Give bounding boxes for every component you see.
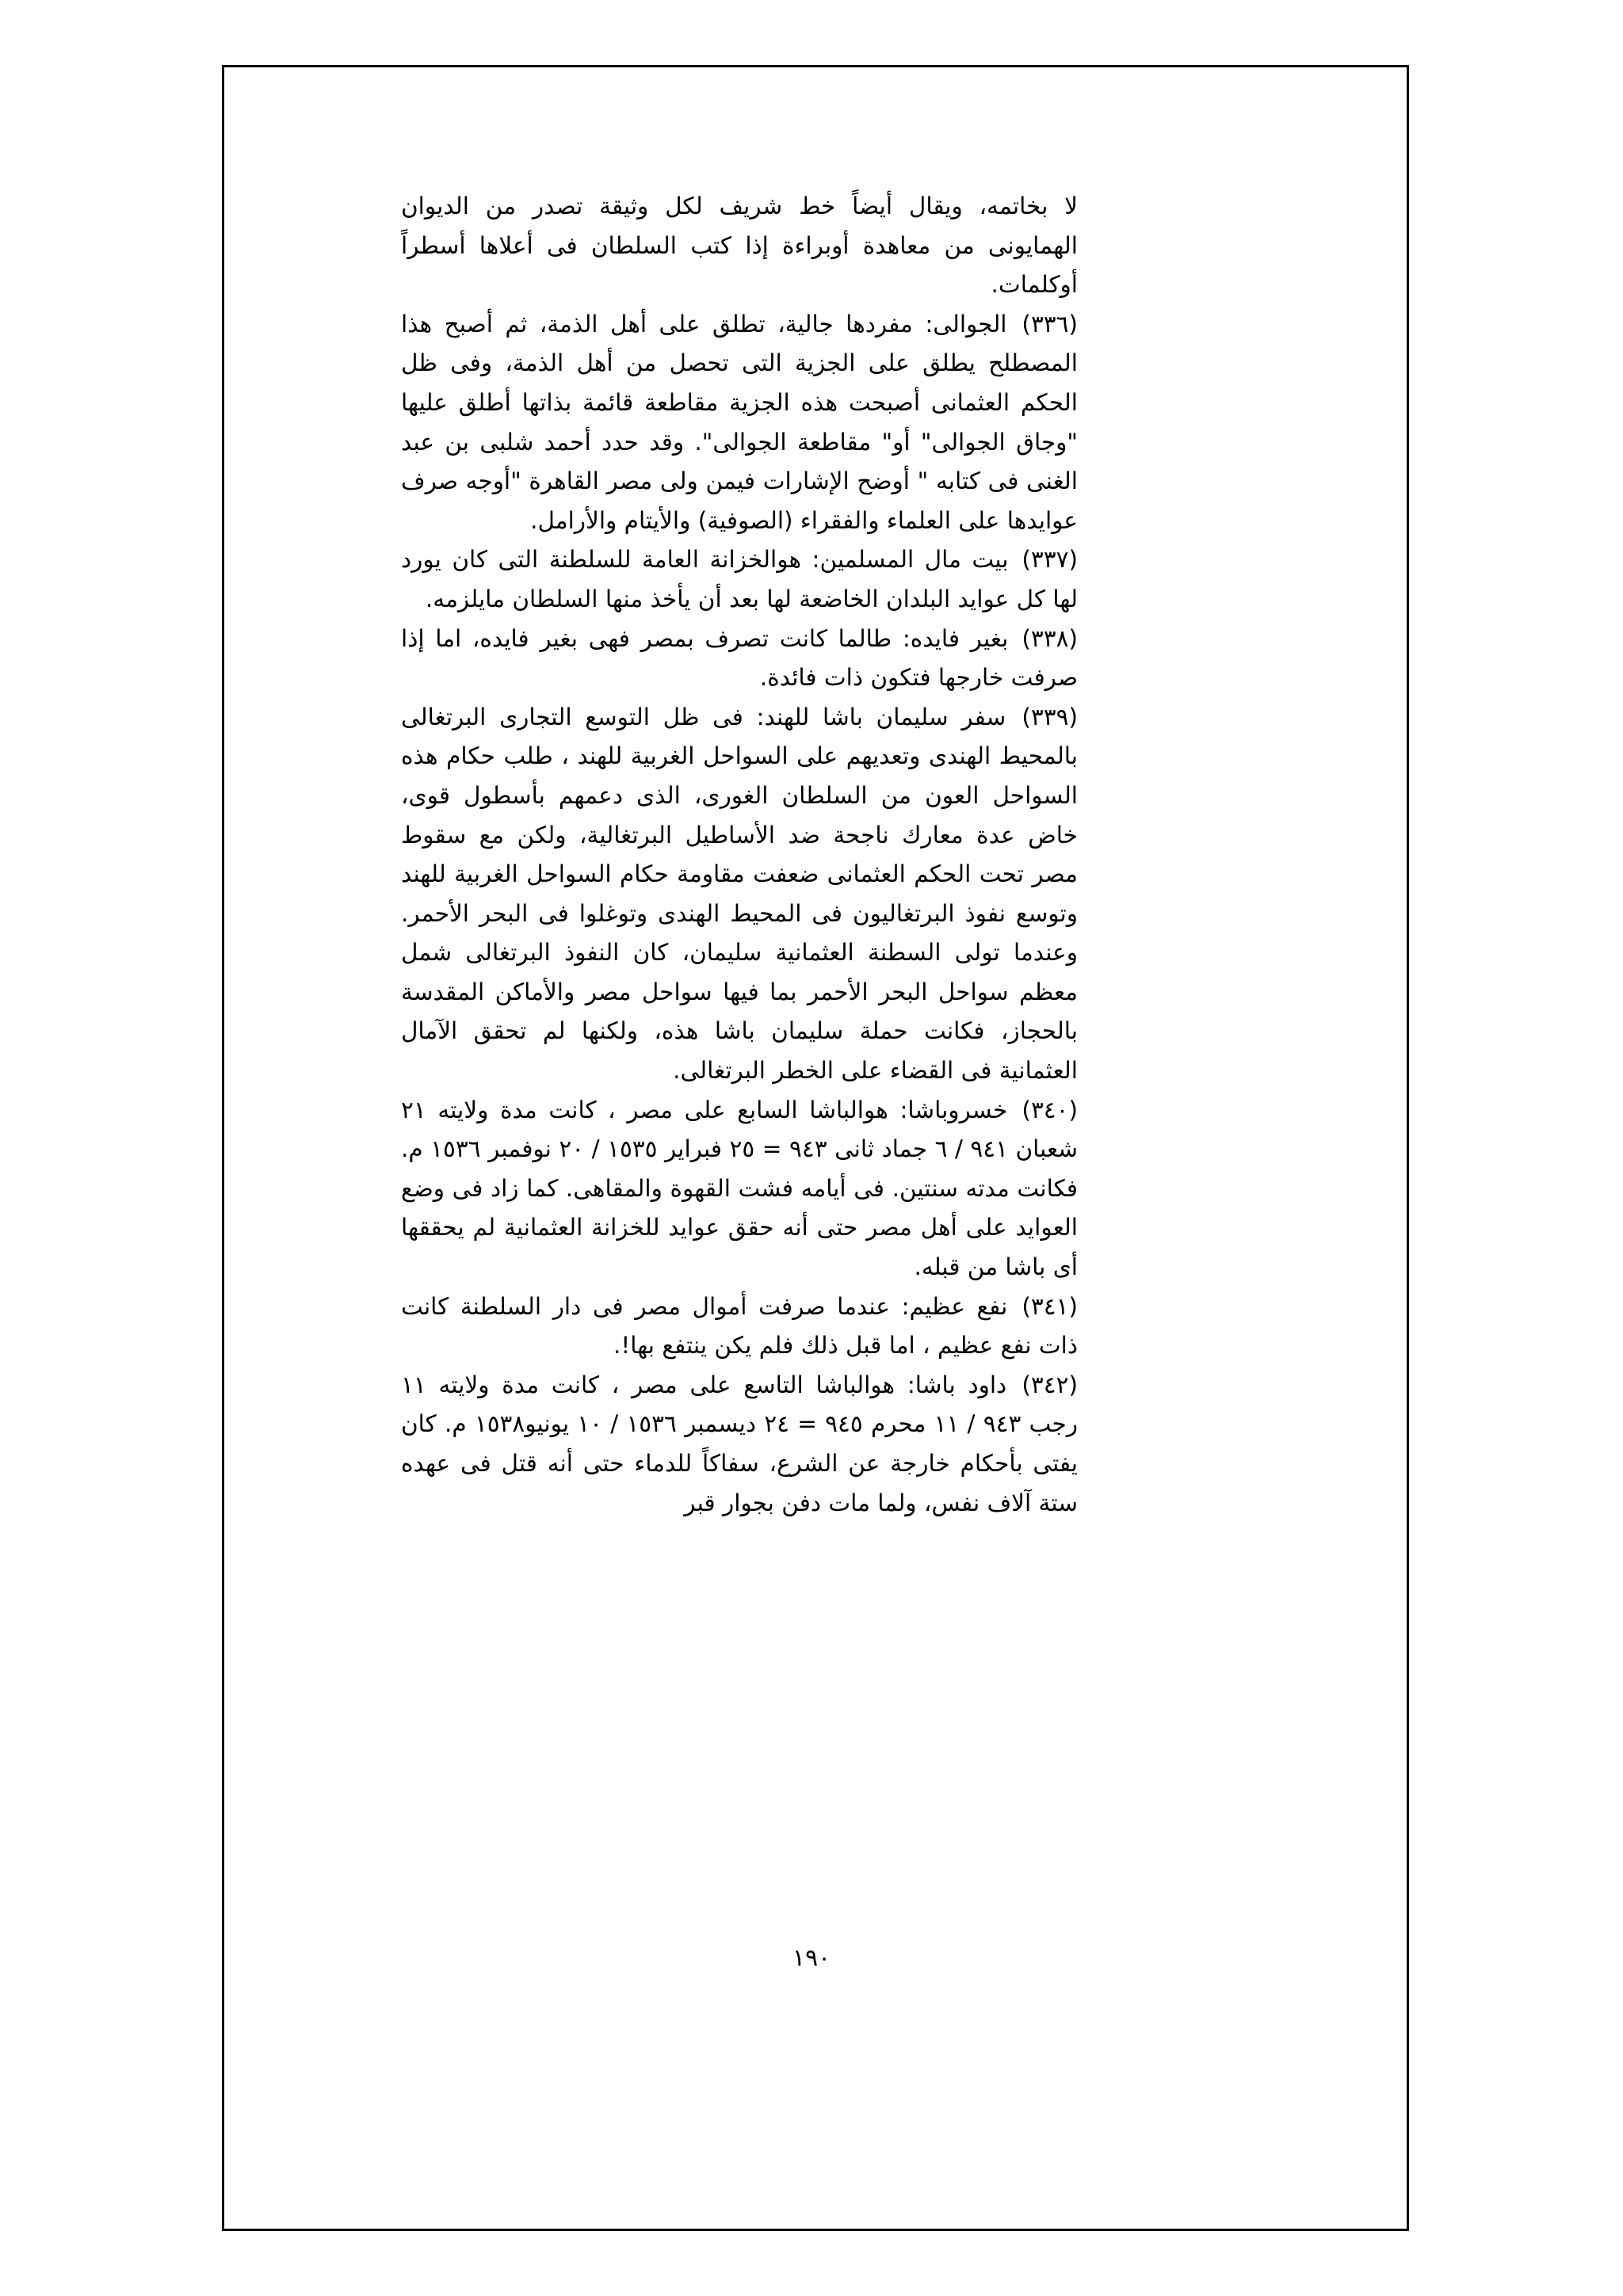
footnote-term: داود باشا: bbox=[907, 1371, 1007, 1398]
footnote-term: نفع عظيم: bbox=[901, 1292, 1008, 1320]
footnote-text: هوالباشا التاسع على مصر ، كانت مدة ولايته ١١ رجب ٩٤٣ / ١١ محرم ٩٤٥ = ٢٤ ديسمبر ١٥٣٦ / ١٠ يونيو١٥٣٨ م. كان يفتى بأحكام خارجة عن الشرع، سفاكاً للدماء حتى أنه قتل فى عهده ستة آلاف نفس، ولما مات دفن بجوار قبر bbox=[401, 1371, 1079, 1516]
footnote-text: مفردها جالية، تطلق على أهل الذمة، ثم أصبح هذا المصطلح يطلق على الجزية التى تحصل من أهل الذمة، وفى ظل الحكم العثمانى أصبحت هذه الجزية مقاطعة قائمة بذاتها أطلق عليها "وجاق الجوالى" أو" مقاطعة الجوالى". وقد حدد أحمد شلبى بن عبد الغنى فى كتابه " أوضح الإشارات فيمن ولى مصر القاهرة "أوجه صرف عوايدها على العلماء والفقراء (الصوفية) والأيتام والأرامل. bbox=[401, 310, 1078, 534]
footnote-term: خسروباشا: bbox=[899, 1096, 1008, 1123]
footnote-text: هوالخزانة العامة للسلطنة التى كان يورد لها كل عوايد البلدان الخاضعة لها بعد أن يأخذ منها السلطان مايلزمه. bbox=[401, 546, 1078, 612]
footnote-number: (٣٣٧) bbox=[1022, 546, 1078, 574]
footnote-number: (٣٣٨) bbox=[1022, 624, 1078, 652]
footnote-term: سفر سليمان باشا للهند: bbox=[756, 703, 1006, 730]
footnote-336 bbox=[401, 305, 1078, 541]
footnote-number: (٣٤٢) bbox=[1022, 1371, 1078, 1398]
footnote-text: طالما كانت تصرف بمصر فهى بغير فايده، اما إذا صرفت خارجها فتكون ذات فائدة. bbox=[401, 624, 1078, 692]
page-body bbox=[401, 187, 1078, 1523]
footnote-term: بغير فايده: bbox=[902, 624, 1009, 652]
footnote-text: عندما صرفت أموال مصر فى دار السلطنة كانت ذات نفع عظيم ، اما قبل ذلك فلم يكن ينتفع بها!. bbox=[401, 1292, 1078, 1360]
footnote-term: بيت مال المسلمين: bbox=[812, 546, 1009, 574]
footnote-number: (٣٤١) bbox=[1022, 1292, 1078, 1320]
footnote-339 bbox=[401, 698, 1078, 1091]
footnote-340 bbox=[401, 1091, 1078, 1287]
intro-paragraph: لا بخاتمه، ويقال أيضاً خط شريف لكل وثيقة تصدر من الديوان الهمايونى من معاهدة أوبراءة إذا كتب السلطان فى أعلاها أسطراً أوكلمات. bbox=[401, 193, 1078, 299]
footnote-term: الجوالى: bbox=[925, 310, 1007, 338]
footnote-341 bbox=[401, 1287, 1078, 1366]
footnote-number: (٣٣٩) bbox=[1022, 703, 1078, 730]
footnote-text: فى ظل التوسع التجارى البرتغالى بالمحيط الهندى وتعديهم على السواحل الغربية للهند ، طلب حكام هذه السواحل العون من السلطان الغورى، الذى دعمهم بأسطول قوى، خاض عدة معارك ناجحة ضد الأساطيل البرتغالية، ولكن مع سقوط مصر تحت الحكم العثمانى ضعفت مقاومة حكام السواحل الغربية للهند وتوسع نفوذ البرتغاليون فى المحيط الهندى وتوغلوا فى البحر الأحمر. وعندما تولى السطنة العثمانية سليمان، كان النفوذ البرتغالى شمل معظم سواحل البحر الأحمر بما فيها سواحل مصر والأماكن المقدسة بالحجاز، فكانت حملة سليمان باشا هذه، ولكنها لم تحقق الآمال العثمانية فى القضاء على الخطر البرتغالى. bbox=[401, 703, 1078, 1085]
footnote-338 bbox=[401, 620, 1078, 698]
page-number: ١٩٠ bbox=[792, 1944, 831, 1972]
footnote-number: (٣٤٠) bbox=[1022, 1096, 1078, 1123]
footnote-number: (٣٣٦) bbox=[1022, 310, 1078, 338]
footnote-342 bbox=[401, 1366, 1078, 1523]
footnote-text: هوالباشا السابع على مصر ، كانت مدة ولايته ٢١ شعبان ٩٤١ / ٦ جماد ثانى ٩٤٣ = ٢٥ فبراير ١٥٣٥ / ٢٠ نوفمبر ١٥٣٦ م. فكانت مدته سنتين. فى أيامه فشت القهوة والمقاهى. كما زاد فى وضع العوايد على أهل مصر حتى أنه حقق عوايد للخزانة العثمانية لم يحققها أى باشا من قبله. bbox=[401, 1096, 1078, 1281]
footnote-337 bbox=[401, 540, 1078, 619]
